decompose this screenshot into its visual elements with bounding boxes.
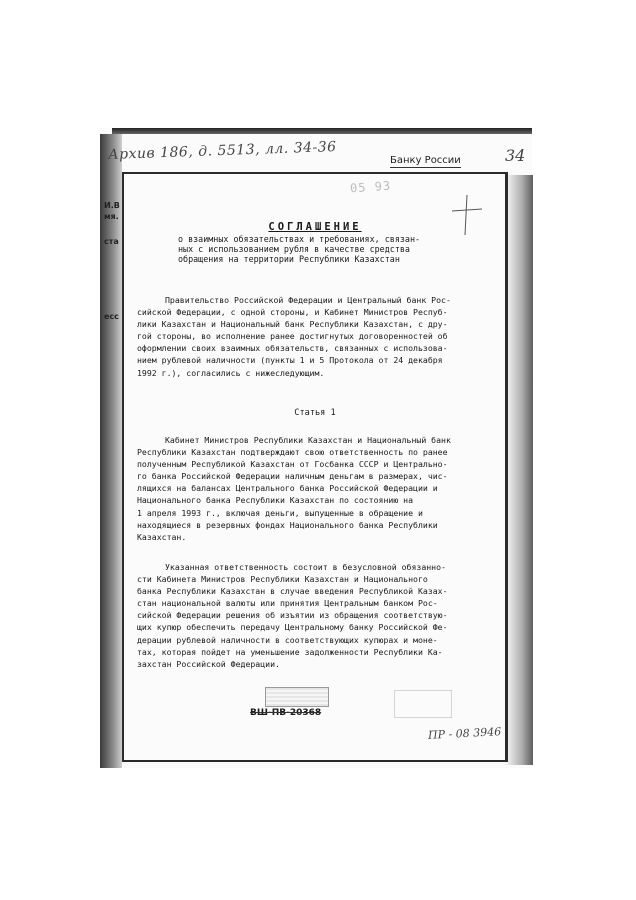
handwritten-footer-number: ПР - 08 3946 bbox=[427, 725, 502, 742]
text-line: захстан Российской Федерации. bbox=[137, 658, 280, 669]
text-line: 1992 г.), согласились с нижеследующим. bbox=[137, 367, 325, 378]
margin-note: мя. bbox=[104, 212, 119, 221]
document-subtitle: о взаимных обязательствах и требованиях, связан- ных с использованием рубля в качестве средства обращения на территории Республики Казахстан bbox=[178, 234, 421, 264]
article1-paragraph2 bbox=[137, 561, 495, 670]
text-line: щих купюр обеспечить передачу Центральному банку Российской Фе- bbox=[137, 622, 448, 633]
text-line: дерации рублевой наличности в соответствующих купюрах и моне- bbox=[137, 634, 438, 645]
text-line: Указанная ответственность состоит в безусловной обязанно- bbox=[165, 562, 446, 572]
margin-note: ста bbox=[104, 237, 119, 246]
text-line: Казахстан. bbox=[137, 531, 187, 542]
text-line: гой стороны, во исполнение ранее достигнутых договоренностей об bbox=[137, 331, 448, 342]
text-line: нием рублевой наличности (пункты 1 и 5 Протокола от 24 декабря bbox=[137, 355, 443, 366]
text-line: сти Кабинета Министров Республики Казахстан и Национального bbox=[137, 574, 428, 585]
text-line: стан национальной валюты или принятия Центральным банком Рос- bbox=[137, 598, 438, 609]
faint-date-stamp: 05 93 bbox=[349, 178, 392, 196]
text-line: 1 апреля 1993 г., включая деньги, выпущенные в обращение и bbox=[137, 507, 423, 518]
document-number: ВШ-ПВ-20368 bbox=[250, 708, 322, 718]
text-line: Республики Казахстан подтверждают свою ответственность по ранее bbox=[137, 447, 448, 458]
handwritten-page-number: 34 bbox=[505, 146, 526, 165]
text-line: полученным Республикой Казахстан от Госбанка СССР и Центрально- bbox=[137, 459, 448, 470]
margin-note: И.В bbox=[104, 201, 120, 210]
text-line: Правительство Российской Федерации и Центральный банк Рос- bbox=[165, 295, 451, 305]
text-line: го банка Российской Федерации наличным деньгам в размерах, чис- bbox=[137, 471, 448, 482]
text-line: лики Казахстан и Национальный банк Республики Казахстан, с дру- bbox=[137, 319, 448, 330]
margin-notes bbox=[104, 200, 120, 322]
article1-paragraph1 bbox=[137, 434, 495, 543]
scan-right-shadow bbox=[505, 175, 533, 765]
text-line: сийской Федерации, с одной стороны, и Кабинет Министров Респуб- bbox=[137, 307, 448, 318]
text-line: находящиеся в резервных фондах Национального банка Республики bbox=[137, 519, 438, 530]
preamble-paragraph bbox=[137, 294, 495, 379]
footer-stamp bbox=[265, 687, 329, 707]
text-line: банка Республики Казахстан в случае введения Республикой Казах- bbox=[137, 586, 448, 597]
organization-label: Банку России bbox=[390, 155, 461, 166]
text-line: Национального банка Республики Казахстан по состоянию на bbox=[137, 495, 414, 506]
text-line: Кабинет Министров Республики Казахстан и Национальный банк bbox=[165, 435, 451, 445]
article-heading: Статья 1 bbox=[294, 408, 336, 418]
text-line: лящихся на балансах Центрального банка Российской Федерации и bbox=[137, 483, 438, 494]
document-title: СОГЛАШЕНИЕ bbox=[268, 221, 362, 233]
margin-note: есс bbox=[104, 312, 119, 321]
faint-stamp-right bbox=[394, 690, 452, 718]
text-line: тах, которая пойдет на уменьшение задолженности Республики Ка- bbox=[137, 646, 443, 657]
handwritten-archive-reference: Архив 186, д. 5513, лл. 34-36 bbox=[107, 139, 337, 163]
text-line: оформлении своих взаимных обязательств, связанных с использова- bbox=[137, 343, 448, 354]
text-line: сийской Федерации решения об изъятии из обращения соответствую- bbox=[137, 610, 448, 621]
scan-top-edge bbox=[112, 128, 532, 134]
